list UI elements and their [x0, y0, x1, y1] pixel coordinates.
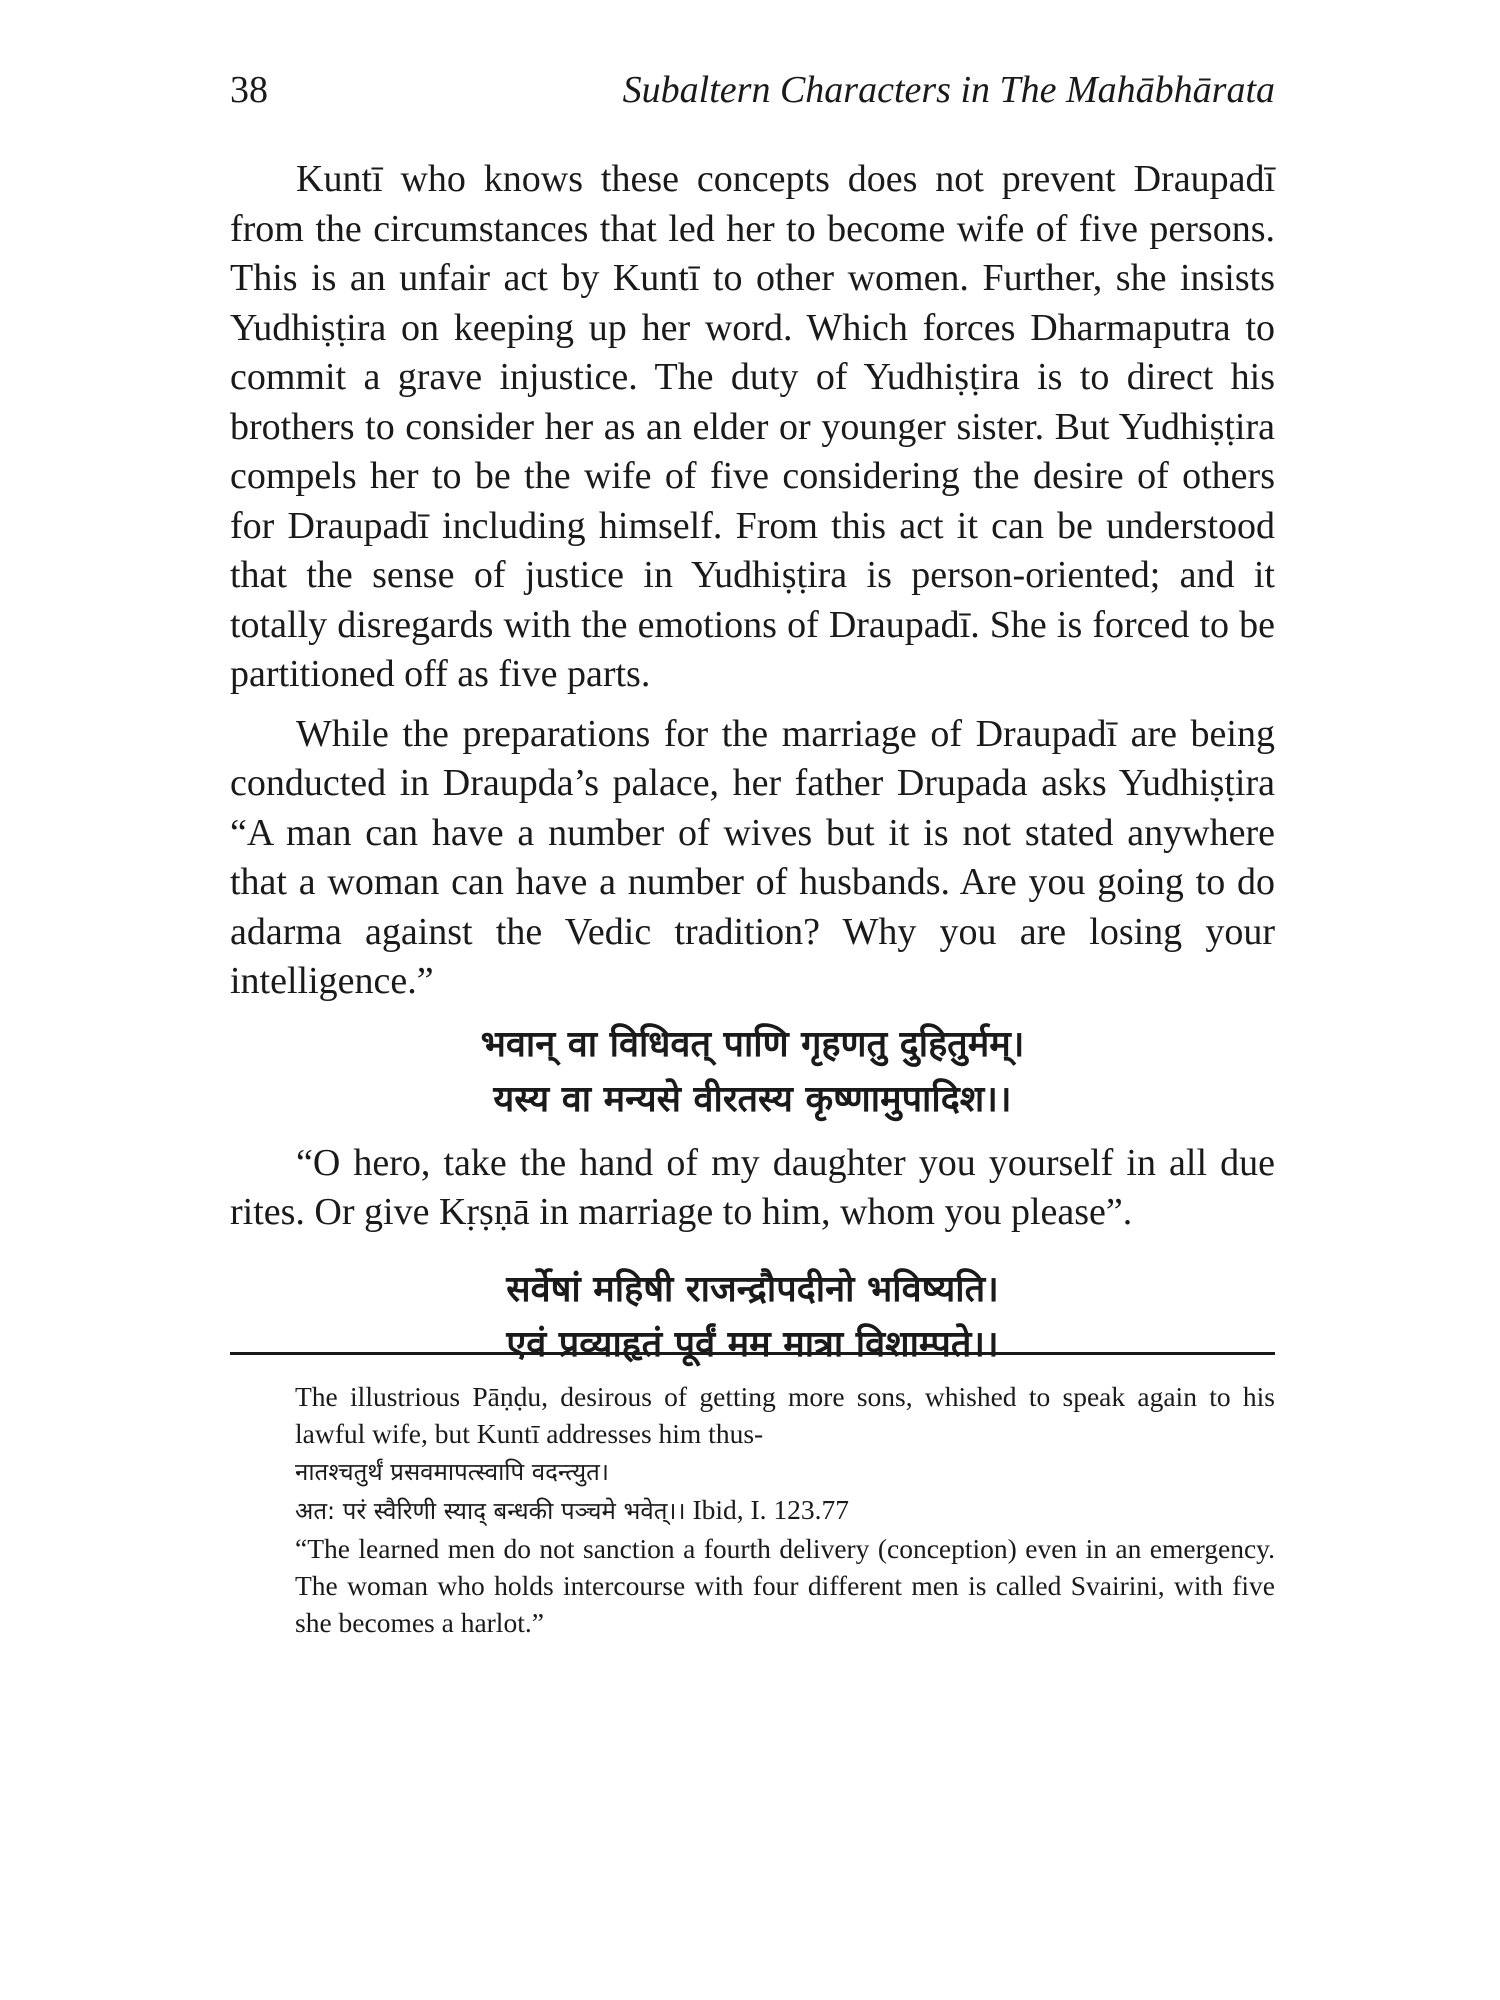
verse-2-line-2: एवं प्रव्याहृतं पूर्वं मम मात्रा विशाम्पते।।	[506, 1323, 999, 1365]
footnote-sanskrit-line-1	[295, 1452, 1275, 1491]
body-text	[230, 155, 1275, 1384]
verse-1-line-1: भवान् वा विधिवत् पाणि गृहणतु दुहितुर्मम्।	[480, 1023, 1025, 1065]
verse-1-line-2: यस्य वा मन्यसे वीरतस्य कृष्णामुपादिश।।	[493, 1078, 1012, 1120]
page-number: 38	[230, 69, 268, 111]
sanskrit-verse-1	[230, 1017, 1275, 1127]
paragraph-drupada: While the preparations for the marriage of Draupadī are being conducted in Draupda’s palace, her father Drupada asks Yudhiṣṭira “A man can have a number of wives but it is not stated anywhere that a woman can have a number of husbands. Are you going to do adarma against the Vedic tradition? Why you are losing your intelligence.”	[230, 712, 1275, 1002]
footnote-sanskrit-1: नातश्चतुर्थं प्रसवमापत्स्वापि वदन्त्युत।	[295, 1458, 609, 1486]
running-title: Subaltern Characters in The Mahābhārata	[622, 69, 1275, 111]
running-head	[230, 68, 1275, 118]
paragraph-kunti: Kuntī who knows these concepts does not prevent Draupadī from the circumstances that led her to become wife of five persons. This is an unfair act by Kuntī to other women. Further, she insists Yudhiṣṭira on keeping up her word. Which forces Dharmaputra to commit a grave injustice. The duty of Yudhiṣṭira is to direct his brothers to consider her as an elder or younger sister. But Yudhiṣṭira compels her to be the wife of five considering the desire of others for Draupadī including himself. From this act it can be understood that the sense of justice in Yudhiṣṭira is person-oriented; and it totally disregards with the emotions of Draupadī. She is forced to be partitioned off as five parts.	[230, 158, 1275, 695]
footnote-sanskrit-2: अत: परं स्वैरिणी स्याद् बन्धकी पञ्चमे भवेत्।।	[295, 1497, 686, 1525]
footnote-divider	[230, 1352, 1275, 1355]
footnote-sanskrit-line-2	[295, 1491, 1275, 1530]
book-page	[230, 0, 1275, 2000]
paragraph-translation: “O hero, take the hand of my daughter you yourself in all due rites. Or give Kṛṣṇā in marriage to him, whom you please”.	[230, 1141, 1275, 1233]
verse-2-line-1: सर्वेषां महिषी राजन्द्रौपदीनो भविष्यति।	[506, 1268, 999, 1310]
footnote-translation: “The learned men do not sanction a fourth delivery (conception) even in an emergency. The woman who holds intercourse with four different men is called Svairini, with five she becomes a harlot.”	[295, 1533, 1275, 1638]
footnote-text: The illustrious Pāṇḍu, desirous of getting more sons, whished to speak again to his lawful wife, but Kuntī addresses him thus-	[295, 1381, 1275, 1449]
footnote	[295, 1378, 1275, 1641]
sanskrit-verse-2	[230, 1262, 1275, 1372]
footnote-reference: Ibid, I. 123.77	[692, 1494, 850, 1525]
